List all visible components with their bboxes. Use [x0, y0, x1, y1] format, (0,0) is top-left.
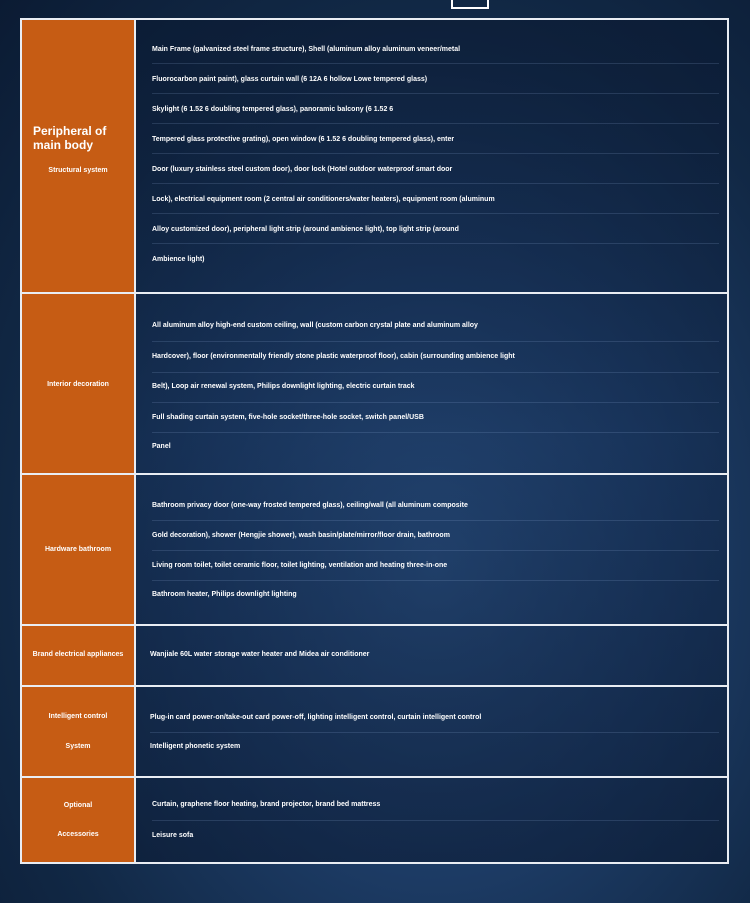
row-label-cell — [22, 778, 136, 862]
table-row-optional-accessories — [22, 776, 727, 862]
content-line: Hardcover), floor (environmentally friendly stone plastic waterproof floor), cabin (surrounding ambience light — [152, 352, 719, 373]
content-line: Wanjiale 60L water storage water heater and Midea air conditioner — [150, 651, 370, 658]
content-line: Door (luxury stainless steel custom door), door lock (Hotel outdoor waterproof smart door — [152, 165, 719, 184]
row-label-cell — [22, 294, 136, 475]
content-line: Intelligent phonetic system — [150, 743, 241, 750]
content-line: Full shading curtain system, five-hole socket/three-hole socket, switch panel/USB — [152, 413, 719, 433]
row-label-cell — [22, 626, 136, 687]
content-line: Gold decoration), shower (Hengjie shower), wash basin/plate/mirror/floor drain, bathroom — [152, 531, 719, 551]
row-content-cell — [136, 294, 727, 475]
content-line: Tempered glass protective grating), open window (6 1.52 6 doubling tempered glass), enter — [152, 135, 719, 154]
content-line: Curtain, graphene floor heating, brand projector, brand bed mattress — [152, 800, 719, 821]
row-label: Brand electrical appliances — [32, 651, 124, 658]
row-content-cell — [136, 778, 727, 862]
configuration-table — [20, 18, 729, 864]
row-label-cell — [22, 687, 136, 778]
row-label: Accessories — [57, 831, 99, 838]
content-line: Alloy customized door), peripheral light strip (around ambience light), top light strip (around — [152, 225, 719, 244]
content-line: Main Frame (galvanized steel frame structure), Shell (aluminum alloy aluminum veneer/metal — [152, 45, 719, 64]
row-content-cell — [136, 687, 727, 778]
content-line: Bathroom privacy door (one-way frosted tempered glass), ceiling/wall (all aluminum composite — [152, 501, 719, 521]
row-label: Optional — [63, 802, 93, 809]
content-line: Lock), electrical equipment room (2 central air conditioners/water heaters), equipment room (aluminum — [152, 195, 719, 214]
top-tab-marker — [451, 0, 489, 9]
content-line: Fluorocarbon paint paint), glass curtain wall (6 12A 6 hollow Lowe tempered glass) — [152, 75, 719, 94]
section-heading: Peripheral of main body — [33, 124, 107, 152]
table-row-structural-system — [22, 20, 727, 292]
row-label: Hardware bathroom — [44, 546, 112, 553]
content-line: Panel — [152, 443, 171, 450]
content-line: Skylight (6 1.52 6 doubling tempered glass), panoramic balcony (6 1.52 6 — [152, 105, 719, 124]
content-line: Bathroom heater, Philips downlight lighting — [152, 591, 297, 598]
row-label: System — [65, 743, 91, 750]
row-label-cell — [22, 475, 136, 626]
content-line: Ambience light) — [152, 256, 205, 263]
content-line: All aluminum alloy high-end custom ceiling, wall (custom carbon crystal plate and aluminum alloy — [152, 321, 719, 342]
content-line: Living room toilet, toilet ceramic floor, toilet lighting, ventilation and heating three-in-one — [152, 561, 719, 581]
row-label-cell — [22, 20, 136, 292]
table-row-intelligent-control — [22, 685, 727, 778]
row-label: Structural system — [48, 167, 108, 174]
row-content-cell — [136, 626, 727, 687]
row-label: Interior decoration — [47, 381, 109, 388]
table-row-hardware-bathroom — [22, 473, 727, 626]
content-line: Leisure sofa — [152, 832, 194, 839]
row-content-cell — [136, 20, 727, 292]
table-row-interior-decoration — [22, 292, 727, 475]
table-row-brand-electrical-appliances — [22, 624, 727, 687]
row-content-cell — [136, 475, 727, 626]
content-line: Belt), Loop air renewal system, Philips downlight lighting, electric curtain track — [152, 382, 719, 403]
row-label: Intelligent control — [48, 713, 108, 720]
content-line: Plug-in card power-on/take-out card power-off, lighting intelligent control, curtain intelligent control — [150, 713, 719, 733]
